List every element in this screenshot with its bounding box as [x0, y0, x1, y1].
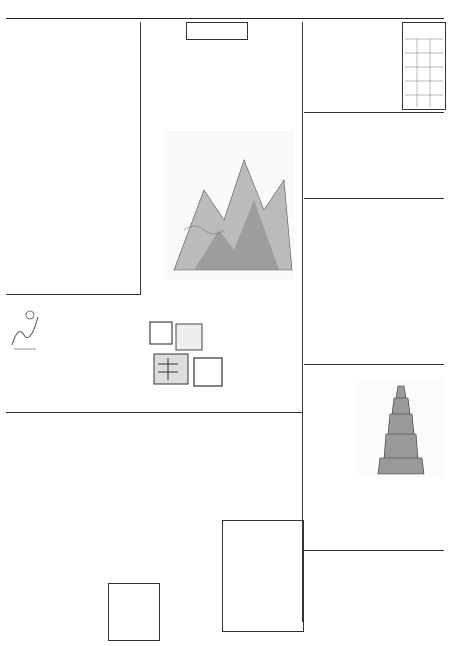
- new-year-title-box: [47, 118, 75, 204]
- flower-title-box: [186, 22, 248, 40]
- divider-right-2: [304, 198, 444, 199]
- bottom-side-text: [258, 414, 302, 524]
- right-text3: [390, 116, 444, 196]
- article-col1b-text: [47, 24, 83, 114]
- divider-left: [140, 22, 141, 294]
- pagoda-text: [306, 380, 354, 550]
- ink-sketch-image: [8, 305, 42, 351]
- yuandan-text: [108, 450, 220, 580]
- seals-area: [146, 314, 226, 406]
- article-col2-text: [86, 24, 122, 294]
- right-text4: [306, 202, 346, 362]
- ink-painting-image: [164, 130, 294, 280]
- calendar-box: [402, 22, 446, 110]
- header-rule: [6, 18, 444, 19]
- bottom-side-text-box: [258, 414, 302, 524]
- divider-bottom: [6, 412, 302, 413]
- flower-text: [186, 42, 244, 128]
- article-col1b-text2: [47, 208, 83, 293]
- divider-right-1: [304, 112, 444, 113]
- seal-stamps-image: [146, 314, 226, 406]
- pagoda-illustration: [358, 378, 444, 478]
- divider-sub: [6, 294, 141, 295]
- article-col1-para2: [8, 262, 44, 302]
- article-col2b-text: [124, 24, 138, 294]
- bottom-right-text: [306, 566, 444, 621]
- literary-salon-text: [227, 527, 279, 615]
- calendar-grid: [403, 23, 445, 109]
- right-col-text1: [306, 22, 352, 112]
- right-text5: [348, 202, 408, 302]
- ink-painting-caption: [148, 285, 298, 303]
- literary-salon-box: [222, 520, 304, 632]
- right-col-text2: [354, 22, 400, 112]
- subsection-text: [8, 356, 140, 406]
- article-col1-intro: [8, 24, 44, 189]
- seal-text: [244, 314, 300, 406]
- pagoda-caption-text: [358, 480, 444, 550]
- article-col1-para: [8, 190, 44, 260]
- greeting-box: [108, 583, 160, 641]
- bottom-mid-text: [222, 416, 258, 516]
- poem-text: [306, 134, 388, 194]
- bottom-left-text: [8, 416, 68, 606]
- bottom-left-text2: [70, 416, 106, 606]
- mid-col2-text: [246, 22, 296, 128]
- subsection-poem: [46, 306, 140, 356]
- right-text6: [348, 304, 444, 364]
- mid-col-text: [148, 30, 184, 125]
- divider-right-4: [304, 550, 444, 551]
- divider-right-3: [304, 364, 444, 365]
